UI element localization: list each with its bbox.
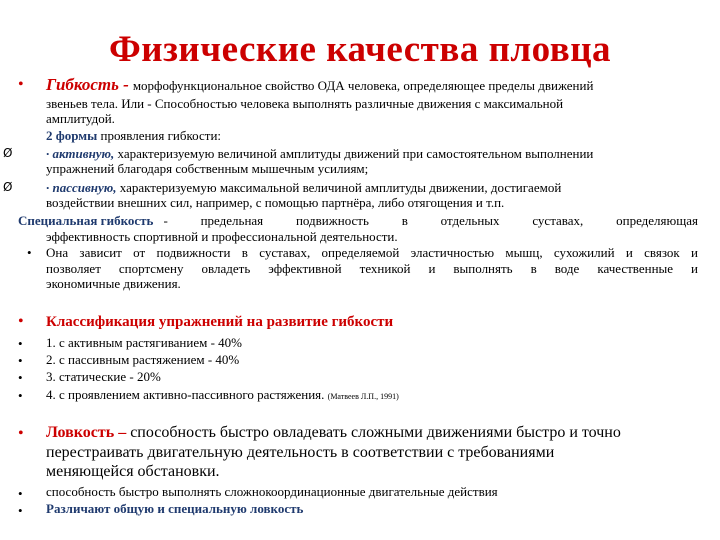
agility-line-3: меняющейся обстановки.	[46, 463, 220, 480]
forms-head: 2 формы	[46, 128, 98, 143]
bullet: •	[18, 425, 24, 442]
passive-line-2: воздействии внешних сил, например, с помощью партнёра, либо отягощения и т.п.	[46, 195, 505, 210]
passive-term: · пассивную,	[46, 180, 117, 195]
flex-def-2: звеньев тела. Или - Способностью человека выполнять различные движения с максимальной	[46, 96, 564, 111]
bullet: •	[18, 370, 23, 385]
arrow-bullet: Ø	[3, 180, 13, 194]
classification-heading: Классификация упражнений на развитие гибкости	[46, 314, 394, 330]
special-line-1	[18, 213, 698, 228]
bullet: •	[18, 503, 23, 518]
bullet: •	[18, 388, 23, 403]
active-line-2: упражнений благодаря собственным мышечным усилиям;	[46, 161, 369, 176]
agility-line-1	[46, 423, 621, 442]
special-text-1: - предельная подвижность в отдельных суставах, определяющая	[163, 213, 698, 228]
bullet: •	[18, 336, 23, 351]
flex-def-3: амплитудой.	[46, 111, 115, 126]
citation: (Матвеев Л.П., 1991)	[327, 392, 399, 401]
passive-text-1: характеризуемую максимальной величиной амплитуды движении, достигаемой	[119, 180, 562, 195]
special-line-2: эффективность спортивной и профессиональной деятельности.	[46, 229, 398, 244]
bullet: •	[27, 245, 32, 260]
class-item-2: 2. с пассивным растяжением - 40%	[46, 352, 240, 367]
active-line-1	[46, 146, 593, 161]
flex-definition-line-1	[46, 75, 593, 95]
class-item-3: 3. статические - 20%	[46, 369, 161, 384]
flex-def-1: морфофункциональное свойство ОДА человека, определяющее пределы движений	[132, 78, 594, 93]
class-item-4-text: 4. с проявлением активно-пассивного растяжения.	[46, 387, 325, 402]
forms-tail: проявления гибкости:	[100, 128, 222, 143]
bullet: •	[18, 76, 24, 93]
bullet: •	[18, 486, 23, 501]
passive-line-1	[46, 180, 561, 195]
active-term: · активную,	[46, 146, 115, 161]
agility-item-2: Различают общую и специальную ловкость	[46, 501, 304, 516]
depends-line-2: позволяет спортсмену овладеть эффективной техникой и выполнять в воде качественные и	[46, 261, 698, 276]
flex-term: Гибкость -	[46, 75, 129, 94]
depends-line-3: экономичные движения.	[46, 276, 181, 291]
flex-forms	[46, 128, 221, 143]
class-item-1: 1. с активным растягиванием - 40%	[46, 335, 243, 350]
active-text-1: характеризуемую величиной амплитуды движений при самостоятельном выполнении	[117, 146, 594, 161]
class-item-4	[46, 387, 399, 404]
agility-term: Ловкость –	[46, 424, 127, 441]
agility-item-1: способность быстро выполнять сложнокоординационные двигательные действия	[46, 484, 498, 499]
bullet: •	[18, 353, 23, 368]
bullet: •	[18, 313, 24, 330]
special-term: Специальная гибкость	[18, 213, 154, 228]
depends-line-1: Она зависит от подвижности в суставах, определяемой эластичностью мышц, сухожилий и связок и	[46, 245, 698, 260]
agility-line-2: перестраивать двигательную деятельность в соответствии с требованиями	[46, 444, 555, 461]
arrow-bullet: Ø	[3, 146, 13, 160]
agility-text-1: способность быстро овладевать сложными движениями быстро и точно	[130, 424, 621, 441]
page-title: Физические качества пловца	[108, 29, 612, 70]
